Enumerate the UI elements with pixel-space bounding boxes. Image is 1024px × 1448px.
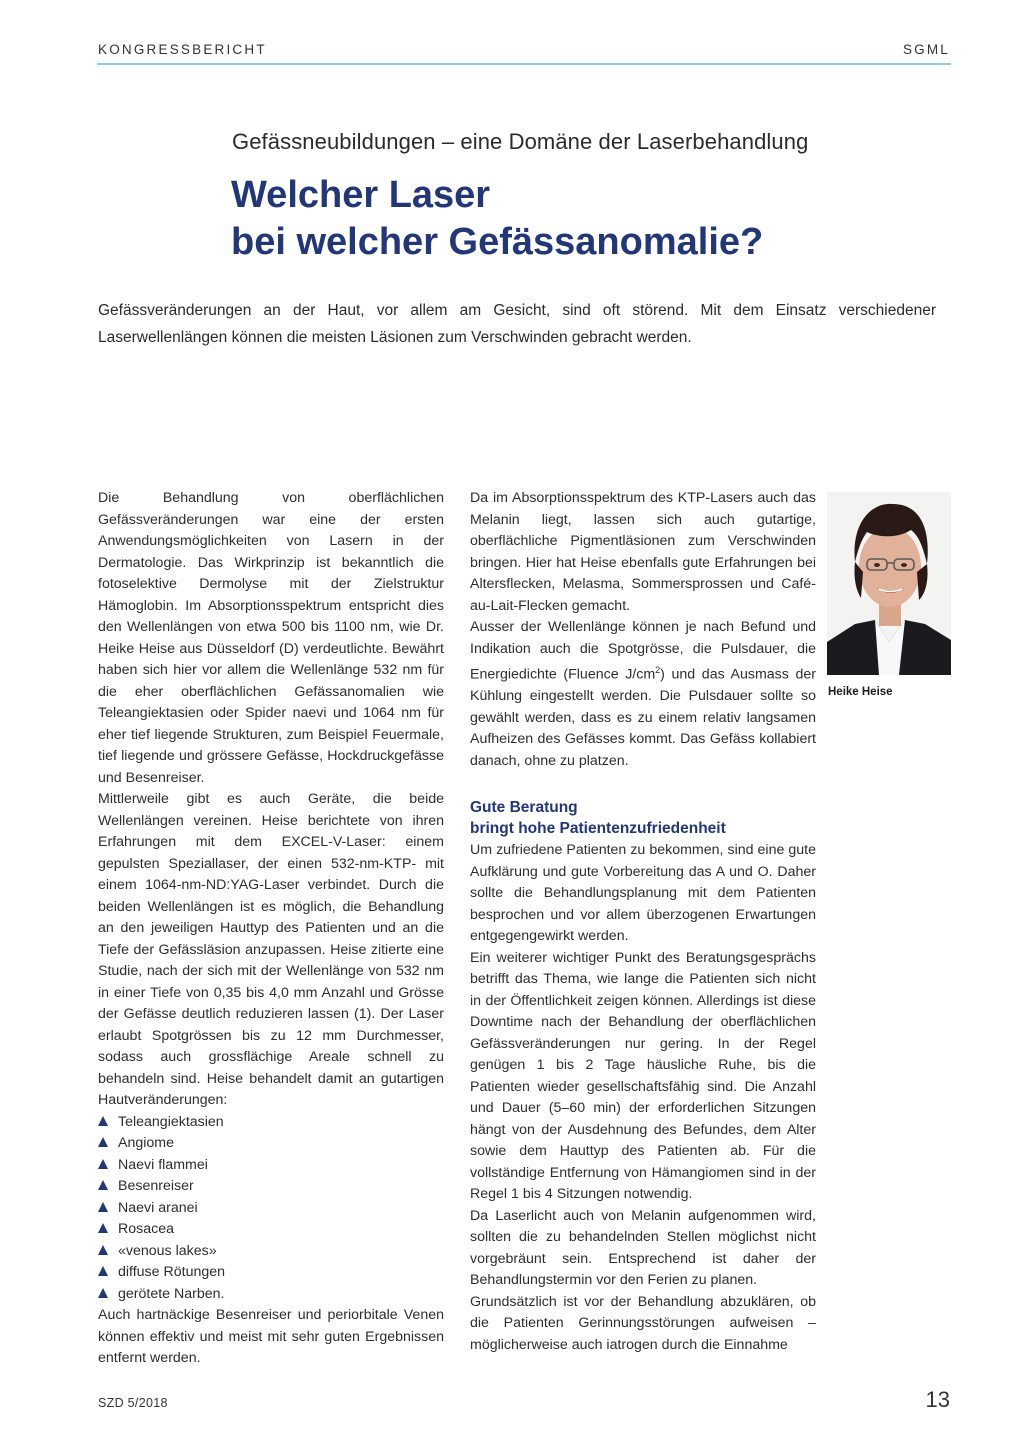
running-header-section: KONGRESSBERICHT bbox=[98, 42, 267, 57]
list-item-label: diffuse Rötungen bbox=[118, 1264, 226, 1280]
article-kicker: Gefässneubildungen – eine Domäne der Laserbehandlung bbox=[232, 129, 809, 154]
text-column-2 bbox=[470, 488, 816, 1356]
paragraph: Um zufriedene Patienten zu bekommen, sind eine gute Aufklärung und gute Vorbereitung das A und O. Daher sollte die Behandlungsplanung mit dem Patienten besprochen und vor allem überzogenen Erwartungen entgegengewirkt werden. bbox=[470, 842, 816, 945]
text-column-1 bbox=[98, 488, 444, 1370]
page-number: 13 bbox=[925, 1387, 950, 1412]
paragraph: Da im Absorptionsspektrum des KTP-Lasers auch das Melanin liegt, lassen sich auch gutartige, oberflächliche Pigmentläsionen zum Verschwinden bringen. Hier hat Heise ebenfalls gute Erfahrungen bei Altersflecken, Melasma, Sommersprossen und Café-au-Lait-Flecken gemacht. bbox=[470, 490, 816, 614]
list-item bbox=[98, 1155, 444, 1177]
list-item-label: Naevi flammei bbox=[118, 1156, 208, 1173]
list-item-label: gerötete Narben. bbox=[118, 1285, 225, 1302]
triangle-bullet-icon bbox=[98, 1180, 108, 1190]
list-item bbox=[98, 1176, 444, 1198]
paragraph: Grundsätzlich ist vor der Behandlung abzuklären, ob die Patienten Gerinnungsstörungen aufweisen – möglicherweise auch iatrogen durch die Einnahme bbox=[470, 1293, 816, 1353]
running-header-society: SGML bbox=[902, 42, 950, 57]
triangle-bullet-icon bbox=[98, 1245, 108, 1255]
title-line-1: Welcher Laser bbox=[231, 174, 491, 216]
list-item-label: Teleangiektasien bbox=[118, 1113, 224, 1130]
footer-issue: SZD 5/2018 bbox=[98, 1396, 168, 1410]
list-item-label: Naevi aranei bbox=[118, 1199, 198, 1216]
paragraph: Auch hartnäckige Besenreiser und periorbitale Venen können effektiv und meist mit sehr guten Ergebnissen entfernt werden. bbox=[98, 1307, 444, 1366]
triangle-bullet-icon bbox=[98, 1159, 108, 1169]
list-item bbox=[98, 1133, 444, 1155]
list-item bbox=[98, 1241, 444, 1263]
paragraph: Die Behandlung von oberflächlichen Gefässveränderungen war eine der ersten Anwendungsmöglichkeiten von Lasern in der Dermatologie. Das Wirkprinzip ist bekanntlich die fotoselektive Dermolyse mit der Zielstruktur Hämoglobin. Im Absorptionsspektrum entspricht dies den Wellenlängen von etwa 500 bis 1100 nm, wie Dr. Heike Heise aus Düsseldorf (D) verdeutlichte. Bewährt haben sich hier vor allem die Wellenlänge 532 nm für die eher oberflächlichen Gefässanomalien wie Teleangiektasien oder Spider naevi und 1064 nm für eher tief liegende Strukturen, zum Beispiel Feuermale, tief liegende und grössere Gefässe, Hockdruckgefässe und Besenreiser. bbox=[98, 490, 444, 786]
list-item bbox=[98, 1198, 444, 1220]
subheading-line-2: bringt hohe Patientenzufriedenheit bbox=[470, 820, 726, 838]
triangle-bullet-icon bbox=[98, 1116, 108, 1126]
paragraph: Mittlerweile gibt es auch Geräte, die beide Wellenlängen vereinen. Heise berichtete von ihren Erfahrungen mit dem EXCEL-V-Laser: einem gepulsten Speziallaser, der einen 532-nm-KTP- mit einem 1064-nm-ND:YAG-Laser verbindet. Durch die beiden Wellenlängen ist es möglich, die Behandlung an den jeweiligen Hauttyp des Patienten und an die Tiefe der Gefässläsion anzupassen. Heise zitierte eine Studie, nach der sich mit der Wellenlänge von 532 nm in einer Tiefe von 0,35 bis 4,0 mm Anzahl und Grösse der Gefässe deutlich reduzieren lassen (1). Der Laser erlaubt Spotgrössen bis zu 12 mm Durchmesser, sodass auch grossflächige Areale schnell zu behandeln sind. Heise behandelt damit an gutartigen Hautveränderungen: bbox=[98, 791, 444, 1108]
header-rule bbox=[97, 63, 951, 65]
paragraph-part: ) und das Ausmass der Kühlung eingestellt werden. Die Pulsdauer sollte so gewählt werden, dass es zu einem relativ langsamen Aufheizen des Gefässes kommt. Das Gefäss kollabiert danach, ohne zu platzen. bbox=[470, 666, 816, 769]
triangle-bullet-icon bbox=[98, 1202, 108, 1212]
list-item-label: Rosacea bbox=[118, 1221, 174, 1237]
triangle-bullet-icon bbox=[98, 1223, 108, 1233]
list-item bbox=[98, 1219, 444, 1241]
paragraph: Da Laserlicht auch von Melanin aufgenommen wird, sollten die zu behandelnden Stellen möglichst nicht vorgebräunt sein. Entsprechend ist daher der Behandlungstermin vor den Ferien zu planen. bbox=[470, 1207, 816, 1289]
photo-caption: Heike Heise bbox=[828, 686, 893, 698]
portrait-photo bbox=[827, 492, 951, 675]
article-title bbox=[231, 172, 763, 266]
list-item-label: Besenreiser bbox=[118, 1178, 194, 1194]
triangle-bullet-icon bbox=[98, 1137, 108, 1147]
triangle-bullet-icon bbox=[98, 1266, 108, 1276]
paragraph-part: Ausser der Wellenlänge können je nach Befund und Indikation auch die Spotgrösse, die Pulsdauer, die Energiedichte (Fluence J/cm bbox=[470, 619, 816, 683]
section-subheading bbox=[470, 797, 816, 839]
list-item bbox=[98, 1112, 444, 1134]
subheading-line-1: Gute Beratung bbox=[470, 799, 578, 817]
portrait-illustration bbox=[827, 492, 951, 675]
superscript: 2 bbox=[655, 665, 661, 675]
triangle-bullet-icon bbox=[98, 1288, 108, 1298]
paragraph bbox=[470, 617, 816, 772]
list-item-label: Angiome bbox=[118, 1135, 174, 1151]
list-item bbox=[98, 1262, 444, 1284]
article-lead: Gefässveränderungen an der Haut, vor allem am Gesicht, sind oft störend. Mit dem Einsatz verschiedener Laserwellenlängen können die meisten Läsionen zum Verschwinden gebracht werden. bbox=[98, 302, 936, 346]
list-item bbox=[98, 1284, 444, 1306]
paragraph: Ein weiterer wichtiger Punkt des Beratungsgesprächs betrifft das Thema, wie lange die Patienten sich nicht in der Öffentlichkeit zeigen können. Allerdings ist diese Downtime nach der Behandlung der oberflächlichen Gefässveränderungen nur gering. In der Regel genügen 1 bis 2 Tage häusliche Ruhe, bis die Patienten wieder gesellschaftsfähig sind. Die Anzahl und Dauer (5–60 min) der erforderlichen Sitzungen hängt von der Ausdehnung des Befundes, dem Alter sowie dem Hauttyp des Patienten ab. Für die vollständige Entfernung von Hämangiomen sind in der Regel 1 bis 4 Sitzungen notwendig. bbox=[470, 949, 816, 1203]
title-line-2: bei welcher Gefässanomalie? bbox=[231, 221, 764, 263]
list-item-label: «venous lakes» bbox=[118, 1242, 217, 1259]
lesion-list bbox=[98, 1112, 444, 1306]
